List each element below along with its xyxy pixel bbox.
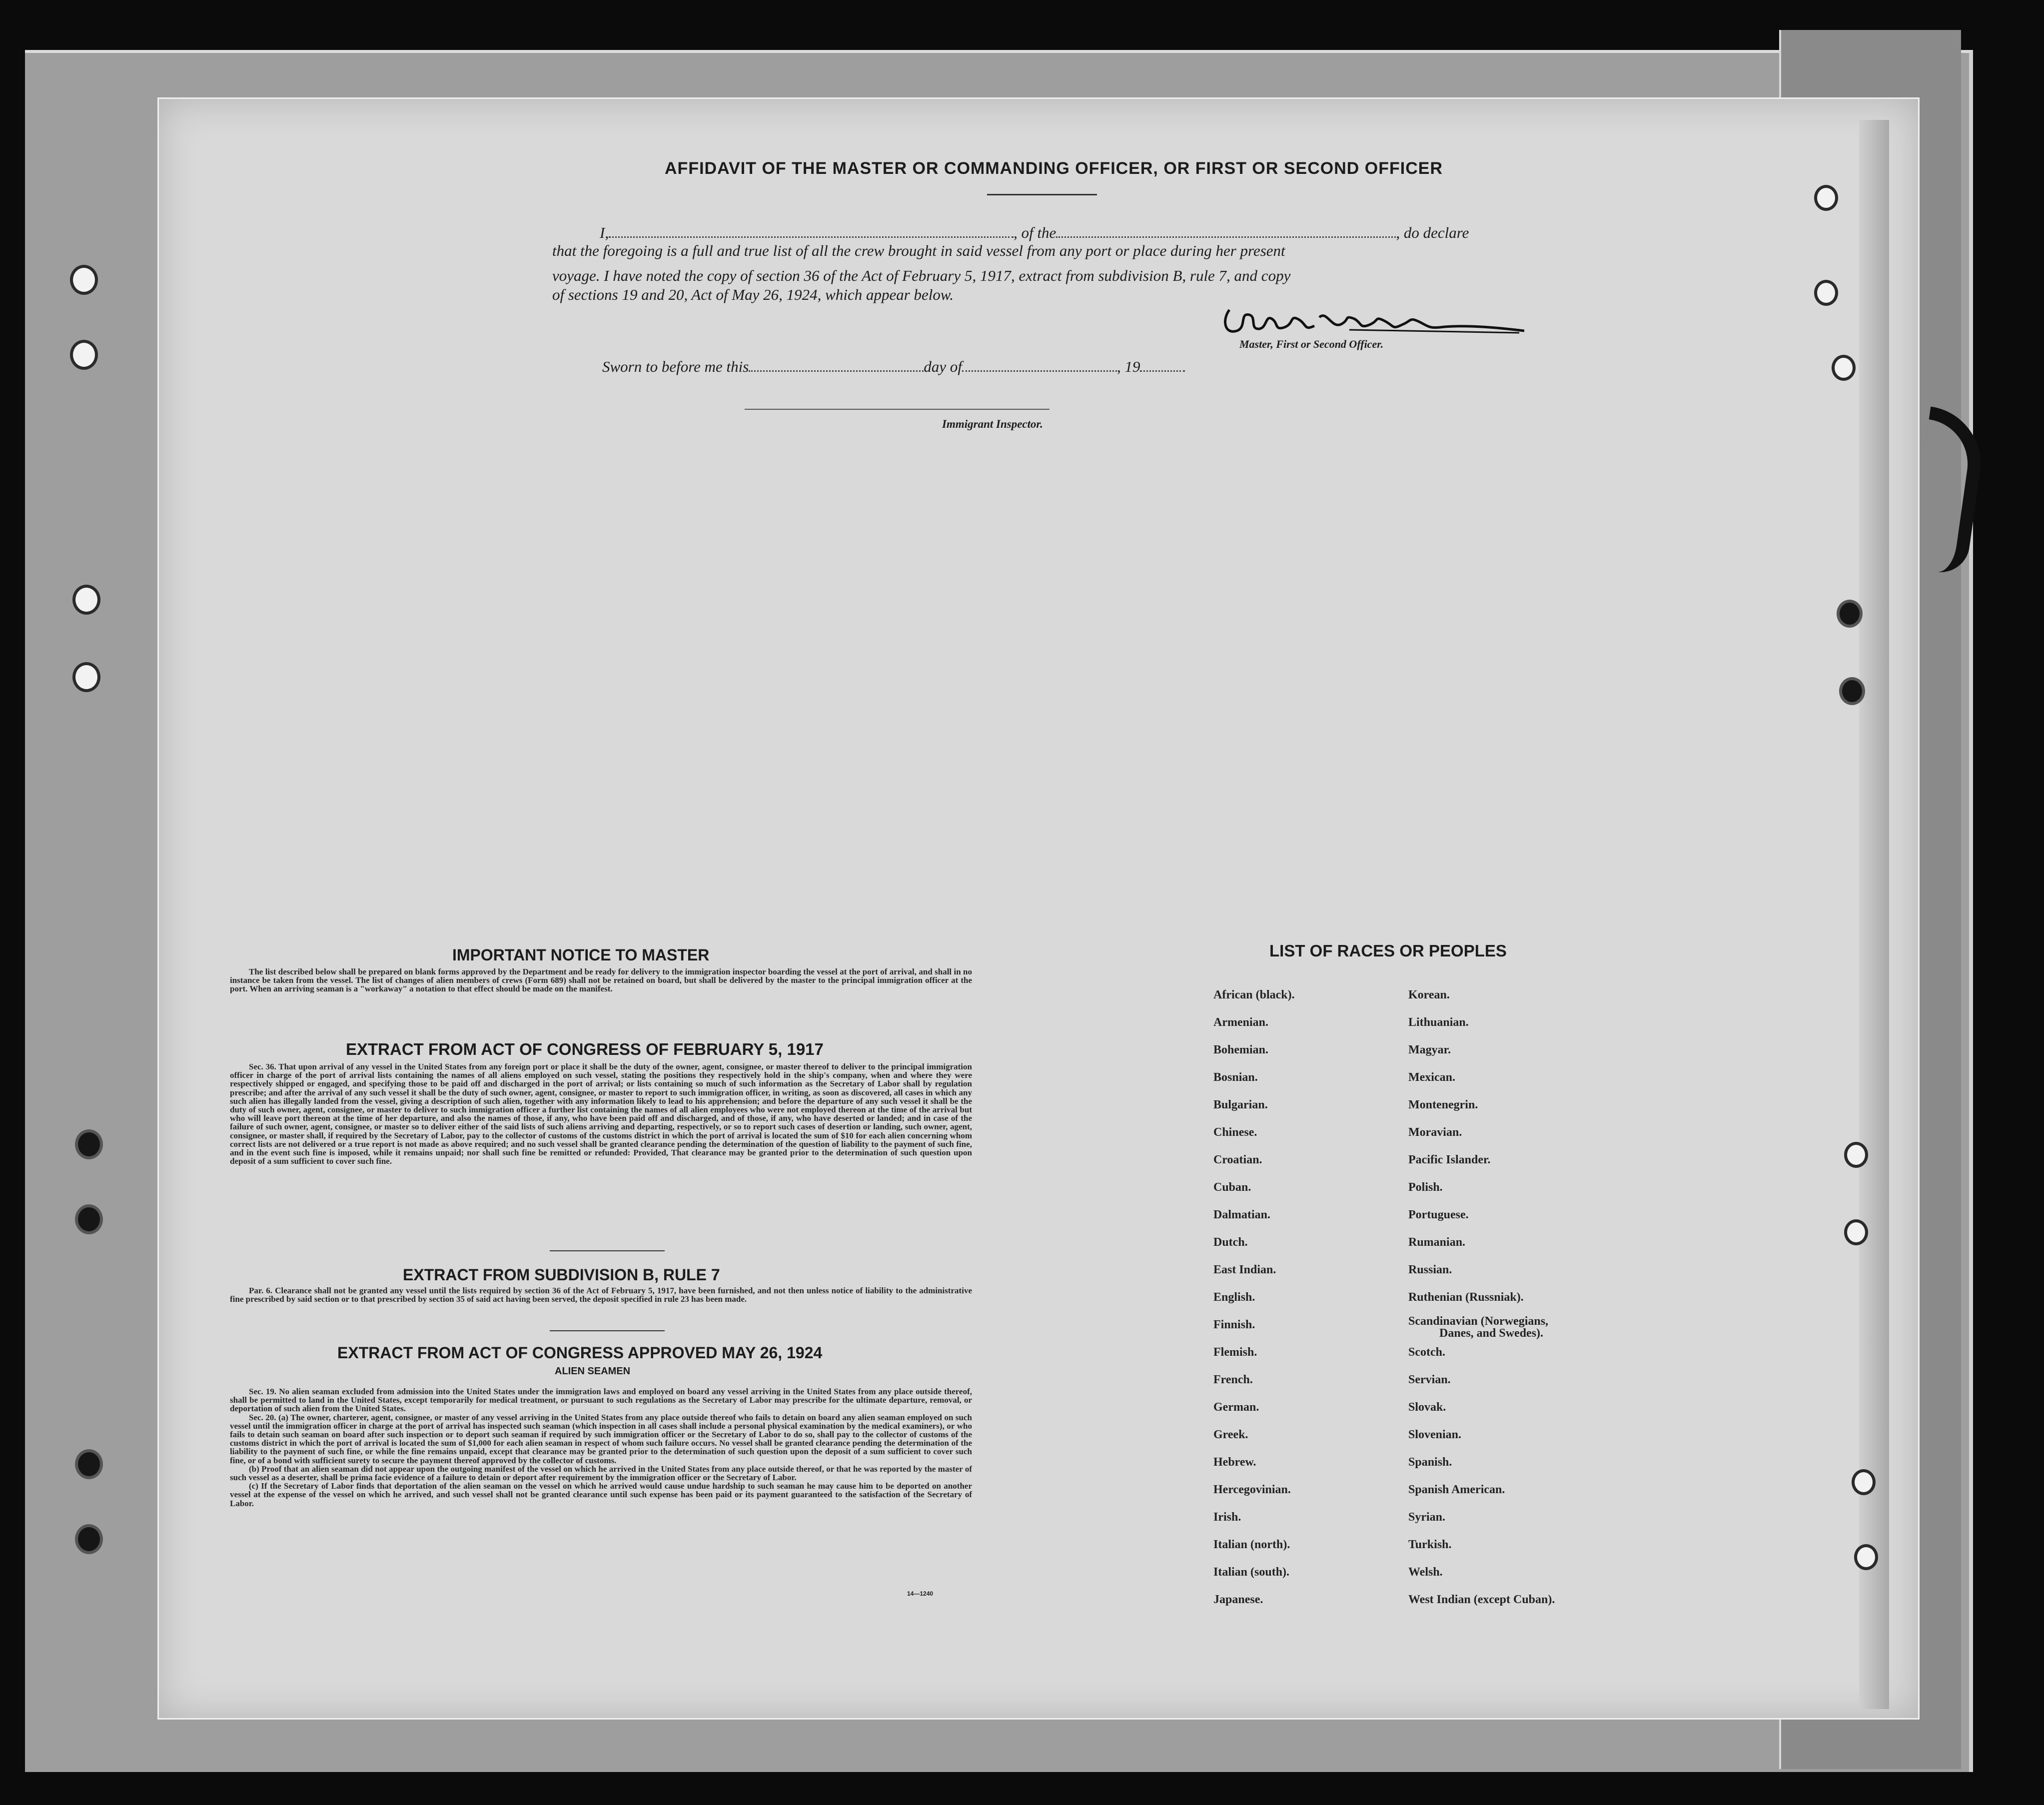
binder-hole	[1814, 280, 1838, 306]
race-item: Rumanian.	[1408, 1236, 1466, 1249]
alien-seamen-subtitle: ALIEN SEAMEN	[555, 1366, 631, 1377]
race-item: Hebrew.	[1213, 1456, 1256, 1469]
race-item: English.	[1213, 1291, 1255, 1304]
race-item: Chinese.	[1213, 1126, 1257, 1139]
title-rule	[987, 194, 1097, 195]
binder-hole	[72, 662, 100, 692]
of-the-label: , of the	[1014, 224, 1056, 241]
race-item: Scotch.	[1408, 1346, 1445, 1359]
binder-hole	[75, 1204, 103, 1234]
race-item: Croatian.	[1213, 1153, 1262, 1166]
race-item: Lithuanian.	[1408, 1016, 1469, 1029]
race-item: Turkish.	[1408, 1538, 1452, 1551]
binder-hole	[1852, 1469, 1876, 1495]
inspector-signature-line	[745, 409, 1049, 410]
race-item: East Indian.	[1213, 1263, 1276, 1276]
notice-title: IMPORTANT NOTICE TO MASTER	[452, 946, 710, 964]
race-item: Slovak.	[1408, 1401, 1446, 1414]
race-item: Moravian.	[1408, 1126, 1462, 1139]
sworn-line	[602, 358, 1185, 376]
year-blank	[1140, 370, 1185, 372]
binder-hole	[70, 265, 98, 295]
race-item: Ruthenian (Russniak).	[1408, 1291, 1524, 1304]
race-item: West Indian (except Cuban).	[1408, 1593, 1555, 1606]
race-item: Spanish American.	[1408, 1483, 1505, 1496]
extract-rule7-body: Par. 6. Clearance shall not be granted any vessel until the lists required by section 36 of the Act of February 5, 1917, have been furnished, and not then unless notice of liability to the administrative fine prescribed by said section or to that prescribed by section 35 of said act having been served, the deposit specified in rule 23 has been made.	[230, 1286, 972, 1304]
race-item: Servian.	[1408, 1373, 1451, 1386]
extract-rule7-title: EXTRACT FROM SUBDIVISION B, RULE 7	[403, 1266, 720, 1284]
binder-hole	[1832, 355, 1856, 381]
binder-hole	[75, 1449, 103, 1479]
do-declare-label: , do declare	[1396, 224, 1469, 241]
race-item: Spanish.	[1408, 1456, 1452, 1469]
race-item: Bulgarian.	[1213, 1098, 1268, 1111]
inspector-caption: Immigrant Inspector.	[942, 418, 1043, 430]
form-number: 14—1240	[907, 1590, 934, 1597]
race-item: Montenegrin.	[1408, 1098, 1478, 1111]
affidavit-text-line: that the foregoing is a full and true list of all the crew brought in said vessel from any port or place during her present	[552, 242, 1285, 259]
affidavit-text-line: of sections 19 and 20, Act of May 26, 1924, which appear below.	[552, 286, 954, 303]
binder-hole	[1837, 600, 1863, 628]
race-item: Finnish.	[1213, 1318, 1255, 1331]
race-item: Dalmatian.	[1213, 1208, 1270, 1221]
binder-hole	[70, 340, 98, 370]
name-blank	[609, 236, 1014, 238]
month-blank	[962, 370, 1117, 372]
race-item: African (black).	[1213, 988, 1295, 1001]
binder-hole	[75, 1129, 103, 1159]
binder-hole	[1844, 1219, 1868, 1245]
race-item: Portuguese.	[1408, 1208, 1469, 1221]
day-of-label: day of	[924, 358, 962, 375]
binder-hole	[72, 585, 100, 615]
binder-hole	[75, 1524, 103, 1554]
affidavit-declaration-line	[600, 224, 1469, 242]
binder-hole	[1854, 1544, 1878, 1570]
extract-1917-body: Sec. 36. That upon arrival of any vessel in the United States from any foreign port or place it shall be the duty of the owner, agent, consignee, or master thereof to deliver to the principal immigration officer in charge of the port of arrival lists containing the names of all aliens employed on such vessel, stating the positions they respectively hold in the ship's company, when and where they were respectively shipped or engaged, and specifying those to be paid off and discharged in the port of arrival; or lists containing so much of such information as the Secretary of Labor shall by regulation prescribe; and after the arrival of any such vessel it shall be the duty of such owner, agent, consignee, or master to report to such immigration officer, in writing, as soon as discovered, all cases in which any such alien has illegally landed from the vessel, giving a description of such alien, together with any information likely to lead to his apprehension; and before the departure of any such vessel it shall be the duty of such owner, agent, consignee, or master to deliver to such immigration officer a further list containing the names of all alien employees who were not employed thereon at the time of the arrival but who will leave port thereon at the time of her departure, and also the names of those, if any, who have been paid off and discharged, and of those, if any, who have deserted or landed; and in case of the failure of such owner, agent, consignee, or master so to deliver either of the said lists of such aliens arriving and departing, respectively, or so to report such cases of desertion or landing, such owner, agent, consignee, or master shall, if required by the Secretary of Labor, pay to the collector of customs of the customs district in which the port of arrival is located the sum of $10 for each alien concerning whom correct lists are not delivered or a true report is not made as above required; and no such vessel shall be granted clearance pending the determination of the question of liability to the payment of such fine, and in the event such fine is imposed, while it remains unpaid; nor shall such fine be remitted or refunded: Provided, That clearance may be granted prior to the determination of such question upon deposit of a sum sufficient to cover such fine.	[230, 1062, 972, 1166]
race-item: French.	[1213, 1373, 1253, 1386]
race-item: Pacific Islander.	[1408, 1153, 1491, 1166]
race-item-continuation: Danes, and Swedes).	[1439, 1327, 1544, 1340]
affidavit-i-label: I,	[600, 224, 609, 241]
race-item: Dutch.	[1213, 1236, 1248, 1249]
extract-1924-body: Sec. 19. No alien seaman excluded from admission into the United States under the immigration laws and employed on board any vessel arriving in the United States from any place outside thereof, shall be permitted to land in the United States, except temporarily for medical treatment, or pursuant to such regulations as the Secretary of Labor may prescribe for the ultimate departure, removal, or deportation of such alien from the United States. Sec. 20. (a) The owner, charterer, agent, consignee, or master of any vessel arriving in the United States from any place outside thereof who fails to detain on board any alien seaman employed on such vessel until the immigration officer in charge at the port of arrival has inspected such seaman (which inspection in all cases shall include a personal physical examination by the medical examiners), or who fails to detain such seaman on board after such inspection or to deport such seaman if required by such immigration officer or the Secretary of Labor to do so, shall pay to the collector of customs of the customs district in which the port of arrival is located the sum of $1,000 for each alien seaman in respect of whom such failure occurs. No vessel shall be granted clearance pending the determination of the liability to the payment of such fine, or while the fine remains unpaid, except that clearance may be granted prior to the determination of such question upon the deposit of a sum sufficient to cover such fine, or of a bond with sufficient surety to secure the payment thereof approved by the collector of customs. (b) Proof that an alien seaman did not appear upon the outgoing manifest of the vessel on which he arrived in the United States from any place outside thereof, or that he was reported by the master of such vessel as a deserter, shall be prima facie evidence of a failure to detain or deport after requirement by the immigration officer or the Secretary of Labor. (c) If the Secretary of Labor finds that deportation of the alien seaman on the vessel on which he arrived would cause undue hardship to such seaman he may cause him to be deported on another vessel at the expense of the vessel on which he arrived, and such vessel shall not be granted clearance until such expense has been paid or its payment guaranteed to the satisfaction of the Secretary of Labor.	[230, 1387, 972, 1508]
binder-hole	[1814, 185, 1838, 211]
notice-body: The list described below shall be prepared on blank forms approved by the Department and be ready for delivery to the immigration inspector boarding the vessel at the port of arrival, and shall in no instance be taken from the vessel. The list of changes of alien members of crews (Form 689) shall not be retained on board, but shall be delivered by the master to the principal immigration officer at the port. When an arriving seaman is a "workaway" a notation to that effect should be made on the manifest.	[230, 967, 972, 994]
affidavit-text-line: voyage. I have noted the copy of section 36 of the Act of February 5, 1917, extract from subdivision B, rule 7, and copy	[552, 267, 1291, 284]
race-item: Cuban.	[1213, 1181, 1251, 1194]
binder-hole	[1844, 1142, 1868, 1168]
vessel-blank	[1056, 236, 1396, 238]
race-item: Japanese.	[1213, 1593, 1263, 1606]
race-item: Korean.	[1408, 988, 1450, 1001]
race-item: Flemish.	[1213, 1346, 1257, 1359]
race-item: German.	[1213, 1401, 1259, 1414]
signature-caption: Master, First or Second Officer.	[1239, 338, 1384, 350]
binder-hole	[1839, 677, 1865, 705]
race-item: Italian (north).	[1213, 1538, 1290, 1551]
sworn-prefix: Sworn to before me this	[602, 358, 749, 375]
race-item: Italian (south).	[1213, 1566, 1290, 1579]
day-blank	[749, 370, 924, 372]
race-item: Armenian.	[1213, 1016, 1268, 1029]
race-item: Magyar.	[1408, 1043, 1451, 1056]
race-item: Mexican.	[1408, 1071, 1455, 1084]
race-item: Slovenian.	[1408, 1428, 1462, 1441]
race-item: Russian.	[1408, 1263, 1452, 1276]
race-item: Syrian.	[1408, 1511, 1446, 1524]
divider-rule	[550, 1330, 665, 1331]
races-title: LIST OF RACES OR PEOPLES	[1269, 941, 1507, 960]
race-item: Bosnian.	[1213, 1071, 1258, 1084]
race-item: Greek.	[1213, 1428, 1248, 1441]
race-item: Polish.	[1408, 1181, 1443, 1194]
race-item: Hercegovinian.	[1213, 1483, 1291, 1496]
race-item: Irish.	[1213, 1511, 1241, 1524]
race-item: Welsh.	[1408, 1566, 1443, 1579]
race-item: Bohemian.	[1213, 1043, 1269, 1056]
divider-rule	[550, 1250, 665, 1251]
affidavit-title: AFFIDAVIT OF THE MASTER OR COMMANDING OFFICER, OR FIRST OR SECOND OFFICER	[665, 159, 1443, 178]
race-item: Scandinavian (Norwegians,	[1408, 1315, 1549, 1328]
extract-1924-title: EXTRACT FROM ACT OF CONGRESS APPROVED MAY 26, 1924	[337, 1344, 823, 1362]
year-label: , 19	[1116, 358, 1140, 375]
extract-1917-title: EXTRACT FROM ACT OF CONGRESS OF FEBRUARY 5, 1917	[346, 1040, 824, 1058]
